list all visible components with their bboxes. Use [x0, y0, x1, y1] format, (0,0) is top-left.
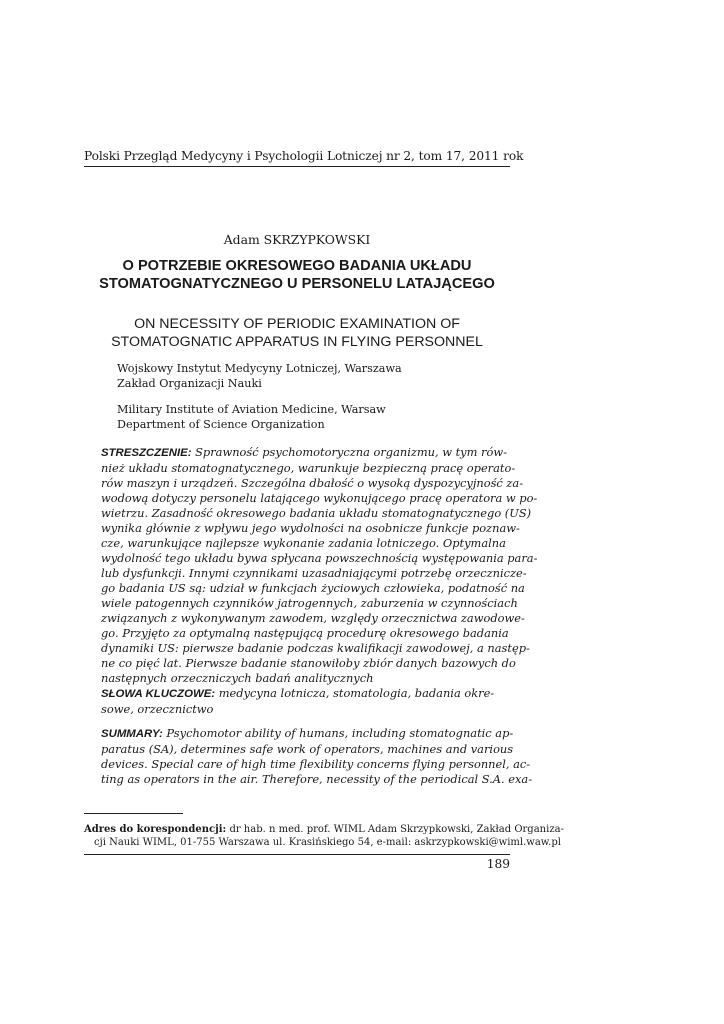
title-polish-line: STOMATOGNATYCZNEGO U PERSONELU LATAJĄCEGO: [99, 276, 495, 292]
abstract-line: wynika głównie z wpływu jego wydolności na osobnicze funkcje poznaw-: [101, 521, 520, 535]
summary-line: paratus (SA), determines safe work of operators, machines and various: [101, 742, 514, 756]
author-name: Adam SKRZYPKOWSKI: [223, 232, 371, 247]
affiliation-line: Department of Science Organization: [117, 418, 325, 431]
affiliation-line: Zakład Organizacji Nauki: [117, 377, 262, 390]
abstract-polish: [101, 445, 538, 717]
summary-lead: SUMMARY:: [101, 728, 163, 740]
abstract-line: wiele patogennych czynników jatrogennych, zaburzenia w czynnościach: [101, 596, 518, 610]
keywords-lead: SŁOWA KLUCZOWE:: [101, 688, 216, 700]
page-number: 189: [486, 857, 510, 871]
footnote-rule: [84, 813, 183, 814]
summary-text: Psychomotor ability of humans, including stomatognatic ap-: [162, 726, 514, 740]
abstract-line: wietrzu. Zasadność okresowego badania układu stomatognatycznego (US): [101, 506, 532, 520]
abstract-line: cze, warunkujące najlepsze wykonanie zadania lotniczego. Optymalna: [101, 536, 506, 550]
abstract-line: lub dysfunkcji. Innymi czynnikami uzasadniającymi potrzebę orzecznicze-: [101, 566, 527, 580]
abstract-text: Sprawność psychomotoryczna organizmu, w tym rów-: [191, 445, 507, 459]
abstract-line: następnych orzeczniczych badań analitycznych: [101, 671, 374, 685]
abstract-line: ne co pięć lat. Pierwsze badanie stanowiłoby zbiór danych bazowych do: [101, 656, 516, 670]
affiliation-line: Wojskowy Instytut Medycyny Lotniczej, Warszawa: [117, 362, 402, 375]
title-polish-line: O POTRZEBIE OKRESOWEGO BADANIA UKŁADU: [122, 258, 472, 274]
abstract-line: [101, 445, 507, 461]
keywords-line: sowe, orzecznictwo: [101, 702, 214, 716]
abstract-line: go. Przyjęto za optymalną następującą procedurę okresowego badania: [101, 626, 509, 640]
header-rule: [84, 166, 510, 167]
correspondence-footnote: [84, 823, 564, 849]
affiliation-line: Military Institute of Aviation Medicine, Warsaw: [117, 403, 386, 416]
abstract-line: wodową dotyczy personelu latającego wykonującego pracę operatora w po-: [101, 491, 538, 505]
summary-line: ting as operators in the air. Therefore, necessity of the periodical S.A. exa-: [101, 772, 533, 786]
abstract-english: [101, 726, 533, 787]
keywords-text: medycyna lotnicza, stomatologia, badania okre-: [215, 686, 495, 700]
footnote-lead: Adres do korespondencji:: [84, 824, 227, 835]
title-polish: [70, 257, 524, 293]
title-english: [70, 315, 524, 351]
title-english-line: STOMATOGNATIC APPARATUS IN FLYING PERSONNEL: [111, 334, 483, 350]
footer-rule: [84, 854, 510, 855]
abstract-line: związanych z wykonywanym zawodem, względy orzecznictwa zawodowe-: [101, 611, 525, 625]
abstract-line: nież układu stomatognatycznego, warunkuje bezpieczną pracę operato-: [101, 461, 516, 475]
abstract-line: wydolność tego układu bywa spłycana powszechnością występowania para-: [101, 551, 538, 565]
summary-line: devices. Special care of high time flexibility concerns flying personnel, ac-: [101, 757, 531, 771]
running-header: Polski Przegląd Medycyny i Psychologii Lotniczej nr 2, tom 17, 2011 rok: [84, 149, 524, 163]
abstract-line: dynamiki US: pierwsze badanie podczas kwalifikacji zawodowej, a następ-: [101, 641, 530, 655]
summary-line: [101, 726, 514, 742]
abstract-line: rów maszyn i urządzeń. Szczególna dbałość o wysoką dyspozycyjność za-: [101, 476, 524, 490]
abstract-lead: STRESZCZENIE:: [101, 447, 192, 459]
affiliation-english: [117, 402, 386, 432]
affiliation-polish: [117, 361, 402, 391]
footnote-line: cji Nauki WIML, 01-755 Warszawa ul. Krasińskiego 54, e-mail: askrzypkowski@wiml.waw.pl: [94, 837, 561, 848]
abstract-line: go badania US są: udział w funkcjach życiowych człowieka, podatność na: [101, 581, 525, 595]
footnote-line: [84, 823, 564, 836]
title-english-line: ON NECESSITY OF PERIODIC EXAMINATION OF: [134, 316, 460, 332]
footnote-text: dr hab. n med. prof. WIML Adam Skrzypkowski, Zakład Organiza-: [226, 824, 564, 835]
keywords-line: [101, 686, 493, 702]
